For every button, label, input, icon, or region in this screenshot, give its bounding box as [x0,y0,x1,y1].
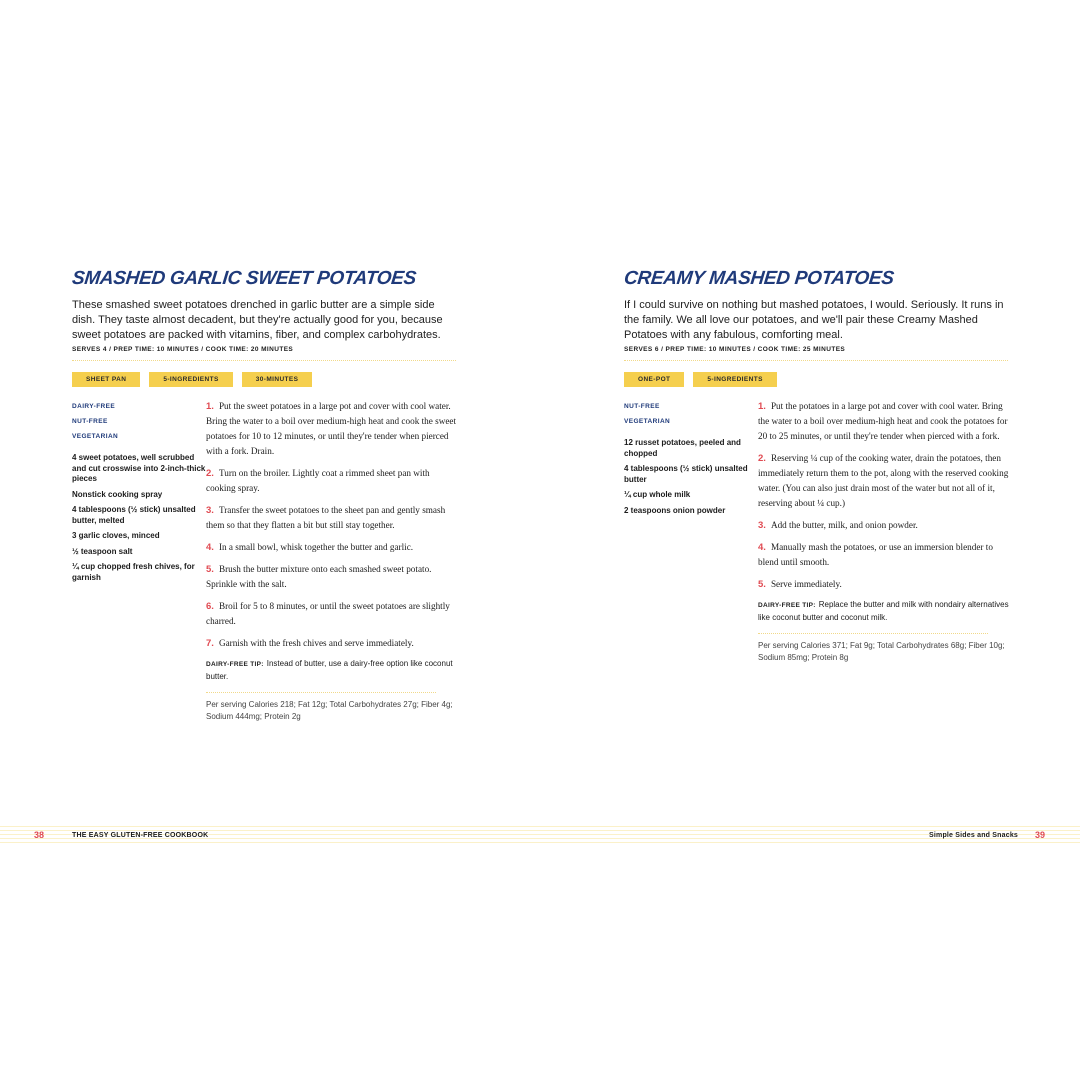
step-text: Add the butter, milk, and onion powder. [770,520,918,530]
step-number: 7. [206,638,214,649]
recipe-meta: SERVES 4 / PREP TIME: 10 MINUTES / COOK TIME: 20 MINUTES [72,346,294,353]
step [206,599,458,629]
step-text: In a small bowl, whisk together the butter and garlic. [218,542,414,552]
step [206,540,458,555]
step-text: Turn on the broiler. Lightly coat a rimmed sheet pan with cooking spray. [206,468,430,493]
step-number: 6. [206,601,214,612]
tag-5-ingredients: 5-INGREDIENTS [693,372,776,387]
dairy-free-tip [206,658,458,683]
chapter-title: Simple Sides and Snacks [929,832,1019,839]
directions-column [206,399,458,723]
step-text: Brush the butter mixture onto each smashed sweet potato. Sprinkle with the salt. [206,564,432,589]
recipe-meta: SERVES 6 / PREP TIME: 10 MINUTES / COOK TIME: 25 MINUTES [624,346,846,353]
tag-sheet-pan: SHEET PAN [72,372,140,387]
divider [206,692,436,693]
step-text: Serve immediately. [770,579,842,589]
step-number: 3. [206,505,214,516]
nutrition-info: Per serving Calories 371; Fat 9g; Total Carbohydrates 68g; Fiber 10g; Sodium 85mg; Protein 8g [758,641,1005,662]
ingredient-item: 4 tablespoons (½ stick) unsalted butter, melted [72,505,196,525]
step [206,562,458,592]
diet-label: NUT-FREE [624,403,660,410]
step-number: 1. [758,401,766,412]
tip-text: Replace the butter and milk with nondairy alternatives like coconut butter and coconut milk. [758,600,1009,622]
tag-30-minutes: 30-MINUTES [242,372,313,387]
ingredient-item: 12 russet potatoes, peeled and chopped [624,438,741,458]
directions-column [758,399,1010,664]
step [206,466,458,496]
ingredient-list [72,453,206,583]
step-text: Manually mash the potatoes, or use an immersion blender to blend until smooth. [758,542,993,567]
nutrition-info: Per serving Calories 218; Fat 12g; Total Carbohydrates 27g; Fiber 4g; Sodium 444mg; Protein 2g [206,700,453,721]
tag-list [624,372,1012,387]
step-text: Put the sweet potatoes in a large pot and cover with cool water. Bring the water to a boil over medium-high heat and cook the sweet potatoes for 10 to 12 minutes, or until they're tender when pierced with a fork. Drain. [206,401,457,456]
step [758,399,1010,444]
step-number: 5. [206,564,214,575]
ingredient-item: 4 tablespoons (½ stick) unsalted butter [624,464,748,484]
right-page [624,268,1012,664]
recipe-title: CREAMY MASHED POTATOES [622,268,895,289]
step [758,577,1010,592]
recipe-title: SMASHED GARLIC SWEET POTATOES [70,268,418,289]
ingredient-item: Nonstick cooking spray [72,489,163,499]
diet-label: VEGETARIAN [72,433,119,440]
tip-label: DAIRY-FREE TIP: [206,661,264,668]
divider [72,360,456,361]
ingredient-item: 4 sweet potatoes, well scrubbed and cut crosswise into 2-inch-thick pieces [72,453,206,483]
ingredient-item: ¼ cup chopped fresh chives, for garnish [72,562,195,582]
step [758,451,1010,511]
step-text: Broil for 5 to 8 minutes, or until the sweet potatoes are slightly charred. [206,601,450,626]
step [758,540,1010,570]
left-page-number: 38 [34,830,45,840]
ingredients-column [72,399,206,723]
tag-list [72,372,460,387]
step-number: 2. [758,453,766,464]
step [206,503,458,533]
left-page [72,268,460,723]
ingredient-item: 3 garlic cloves, minced [72,531,160,540]
step-number: 4. [206,542,214,553]
diet-label: DAIRY-FREE [72,403,116,410]
book-title: THE EASY GLUTEN-FREE COOKBOOK [72,832,209,839]
divider [624,360,1008,361]
ingredients-column [624,399,758,664]
step-number: 5. [758,579,766,590]
step-text: Put the potatoes in a large pot and cover with cool water. Bring the water to a boil over medium-high heat and cook the potatoes for 20 to 25 minutes, or until they're tender when pierced with a fork. [758,401,1008,441]
ingredient-item: ¼ cup whole milk [624,490,691,499]
step-text: Reserving ¼ cup of the cooking water, drain the potatoes, then immediately return them to the pot, along with the reserved cooking water. (You can also just drain most of the water but not all of it, reserving about ¼ cup.) [758,453,1009,508]
tag-5-ingredients: 5-INGREDIENTS [149,372,232,387]
step-number: 2. [206,468,214,479]
diet-label: NUT-FREE [72,418,108,425]
dairy-free-tip [758,599,1010,624]
tip-label: DAIRY-FREE TIP: [758,602,816,609]
right-page-number: 39 [1035,830,1046,840]
ingredient-item: ½ teaspoon salt [72,546,133,556]
diet-label: VEGETARIAN [624,418,671,425]
step-text: Transfer the sweet potatoes to the sheet pan and gently smash them so that they flatten a bit but still stay together. [206,505,446,530]
recipe-intro: These smashed sweet potatoes drenched in garlic butter are a simple side dish. They taste almost decadent, but they're actually good for you, because sweet potatoes are packed with vitamins, fiber, and complex carbohydrates. [72,299,443,341]
divider [758,633,988,634]
step-number: 4. [758,542,766,553]
step-text: Garnish with the fresh chives and serve immediately. [218,638,414,648]
tag-one-pot: ONE-POT [624,372,684,387]
step-number: 3. [758,520,766,531]
step [206,399,458,459]
step-number: 1. [206,401,214,412]
ingredient-list [624,438,758,516]
step [758,518,1010,533]
recipe-intro: If I could survive on nothing but mashed potatoes, I would. Seriously. It runs in the family. We all love our potatoes, and we'll pair these Creamy Mashed Potatoes with any fabulous, comforting meal. [624,299,1004,341]
tip-text: Instead of butter, use a dairy-free option like coconut butter. [206,659,453,681]
step [206,636,458,651]
ingredient-item: 2 teaspoons onion powder [624,505,726,515]
